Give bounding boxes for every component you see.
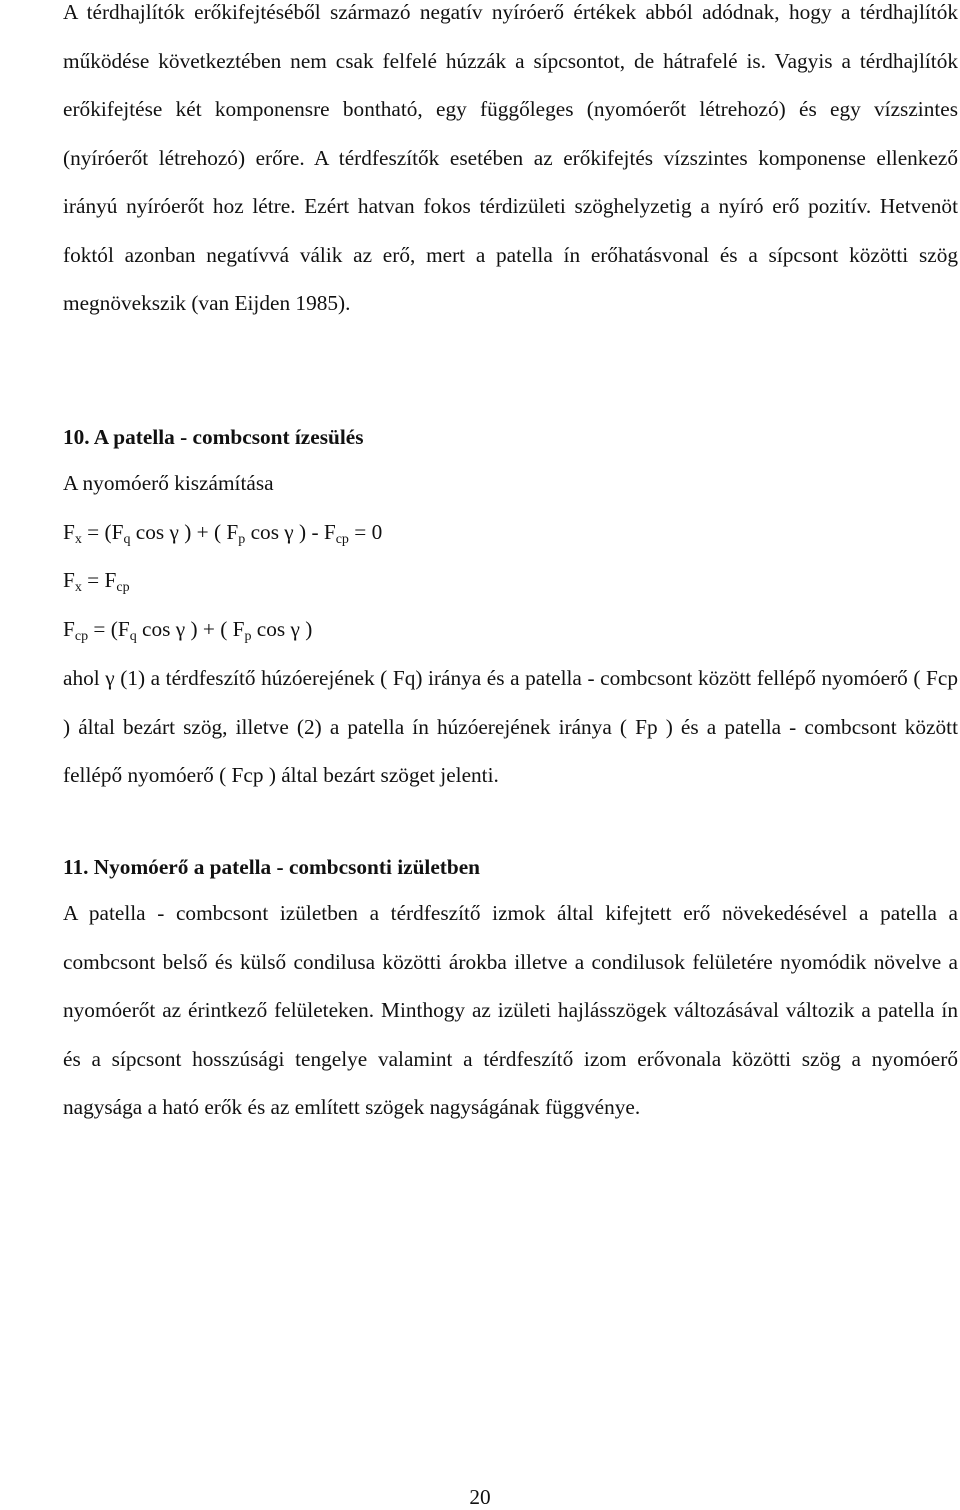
intro-paragraph: A térdhajlítók erőkifejtéséből származó negatív nyíróerő értékek abból adódnak, hogy a térdhajlítók működése következtében nem csak felfelé húzzák a sípcsontot, de hátrafelé is. Vagyis a térdhajlítók erőkifejtése két komponensre bontható, egy függőleges (nyomóerőt létrehozó) és egy vízszintes (nyíróerőt létrehozó) erőre. A térdfeszítők esetében az erőkifejtés vízszintes komponense ellenkező irányú nyíróerőt hoz létre. Ezért hatvan fokos térdizületi szöghelyzetig a nyíró erő pozitív. Hetvenöt foktól azonban negatívvá válik az erő, mert a patella ín erőhatásvonal és a sípcsont közötti szög megnövekszik (van Eijden 1985).: [63, 0, 958, 315]
section-11-paragraph: A patella - combcsont izületben a térdfeszítő izmok által kifejtett erő növekedésével a patella a combcsont belső és külső condilusa közötti árokba illetve a condilusok felületére nyomódik növelve a nyomóerőt az érintkező felületeken. Minthogy az izületi hajlásszögek változásával változik a patella ín és a sípcsont hosszúsági tengelye valamint a térdfeszítő izom erővonala közötti szög a nyomóerő nagysága a ható erők és az említett szögek nagyságának függvénye.: [63, 901, 958, 1119]
section-10-explanation: ahol γ (1) a térdfeszítő húzóerejének ( Fq) iránya és a patella - combcsont között fellépő nyomóerő ( Fcp ) által bezárt szög, illetve (2) a patella ín húzóerejének iránya ( Fp ) és a patella - combcsont között fellépő nyomóerő ( Fcp ) által bezárt szöget jelenti.: [63, 666, 958, 787]
page-number: 20: [469, 1485, 491, 1509]
equation-2: $F_x = F_{cp}$: [63, 568, 130, 595]
section-10-subheading: A nyomóerő kiszámítása: [63, 471, 274, 495]
section-11-heading: 11. Nyomóerő a patella - combcsonti izületben: [63, 855, 481, 879]
section-10-heading: 10. A patella - combcsont ízesülés: [63, 425, 364, 449]
equation-1: $F_x = (F_q$ cos γ ) + ( $F_p$ cos γ ) - $F_{cp} = 0$: [63, 520, 383, 547]
equation-3: $F_{cp} = (F_q$ cos γ ) + ( $F_p$ cos γ ): [63, 617, 313, 644]
